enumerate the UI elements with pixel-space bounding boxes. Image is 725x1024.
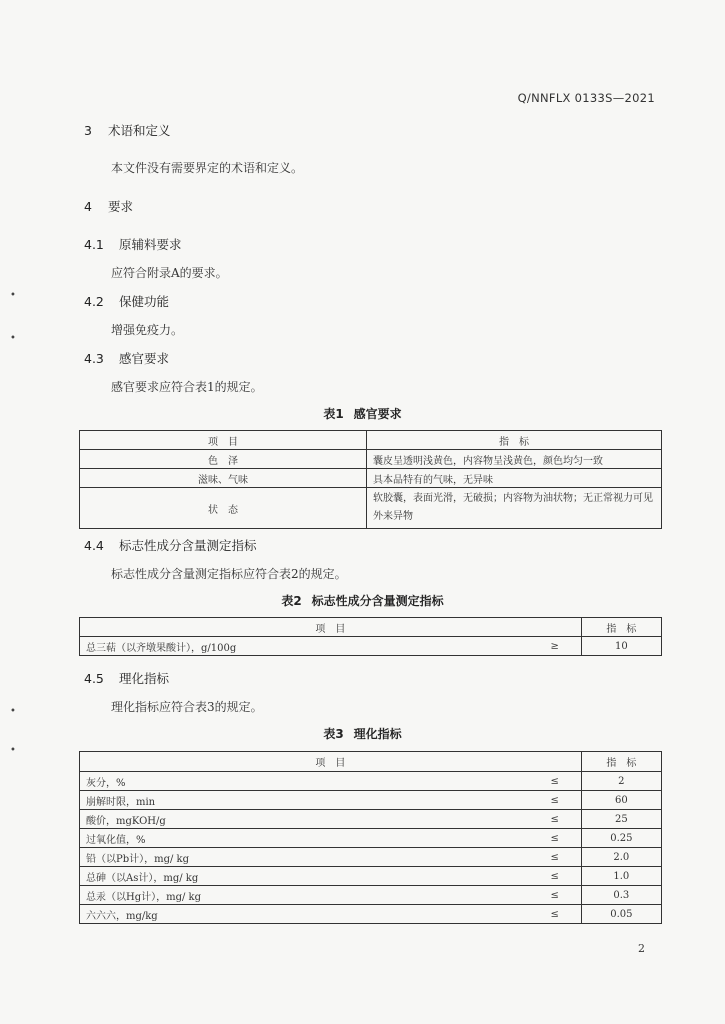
header-cell: 项 目 [80, 618, 582, 637]
table-3-caption [0, 725, 725, 742]
section-number: 3 [84, 123, 92, 138]
item-cell: 灰分，% [80, 772, 529, 791]
section-4-5-text: 理化指标应符合表3的规定。 [111, 700, 263, 714]
section-number: 4.4 [84, 538, 104, 553]
value-cell: 10 [581, 637, 661, 656]
caption-number: 表1 [323, 407, 344, 421]
table-row [80, 905, 662, 924]
table-2-marker-content [79, 617, 662, 656]
value-cell: 1.0 [581, 867, 661, 886]
table-3-physicochemical [79, 751, 662, 924]
value-cell: 2.0 [581, 848, 661, 867]
item-cell: 总三萜（以齐墩果酸计），g/100g [80, 637, 529, 656]
operator-cell: ≤ [529, 810, 582, 829]
section-4-1-heading [84, 235, 182, 253]
value-cell: 2 [581, 772, 661, 791]
header-cell: 指 标 [581, 752, 661, 772]
table-header-row [80, 618, 662, 637]
table-row [80, 469, 662, 488]
table-row [80, 772, 662, 791]
section-title: 标志性成分含量测定指标 [118, 538, 257, 553]
section-title: 理化指标 [118, 671, 169, 686]
operator-cell: ≤ [529, 905, 582, 924]
operator-cell: ≤ [529, 867, 582, 886]
header-cell: 指 标 [367, 431, 662, 450]
table-header-row [80, 431, 662, 450]
item-cell: 铅（以Pb计），mg/ kg [80, 848, 529, 867]
operator-cell: ≤ [529, 772, 582, 791]
caption-title: 理化指标 [353, 727, 402, 741]
item-cell: 滋味、气味 [80, 469, 367, 488]
table-row [80, 450, 662, 469]
section-4-5-heading [84, 669, 169, 687]
page-number: 2 [638, 942, 645, 955]
section-title: 感官要求 [118, 351, 169, 366]
section-number: 4.3 [84, 351, 104, 366]
operator-cell: ≤ [529, 829, 582, 848]
section-number: 4 [84, 199, 92, 214]
table-row [80, 488, 662, 529]
section-3-heading [84, 121, 171, 139]
item-cell: 状 态 [80, 488, 367, 529]
section-4-2-heading [84, 292, 169, 310]
section-title: 保健功能 [118, 294, 169, 309]
value-cell: 60 [581, 791, 661, 810]
table-2-caption [0, 592, 725, 609]
item-cell: 六六六，mg/kg [80, 905, 529, 924]
value-cell: 具本品特有的气味，无异味 [367, 469, 662, 488]
section-4-2-text: 增强免疫力。 [111, 323, 184, 337]
section-4-4-text: 标志性成分含量测定指标应符合表2的规定。 [111, 567, 347, 581]
section-4-3-text: 感官要求应符合表1的规定。 [111, 380, 263, 394]
table-row [80, 848, 662, 867]
item-cell: 总砷（以As计），mg/ kg [80, 867, 529, 886]
scan-mark: • [10, 745, 16, 756]
section-4-heading [84, 197, 133, 215]
section-title: 要求 [107, 199, 133, 214]
caption-number: 表3 [323, 727, 344, 741]
value-cell: 软胶囊，表面光滑，无破损；内容物为油状物；无正常视力可见外来异物 [367, 488, 662, 529]
header-cell: 指 标 [581, 618, 661, 637]
section-3-text: 本文件没有需要界定的术语和定义。 [111, 161, 304, 175]
scan-mark: • [10, 706, 16, 717]
table-row [80, 637, 662, 656]
scan-mark: • [10, 290, 16, 301]
table-1-caption [0, 405, 725, 422]
operator-cell: ≤ [529, 791, 582, 810]
section-number: 4.2 [84, 294, 104, 309]
section-number: 4.5 [84, 671, 104, 686]
caption-title: 标志性成分含量测定指标 [311, 594, 444, 608]
table-row [80, 791, 662, 810]
caption-title: 感官要求 [353, 407, 402, 421]
scan-mark: • [10, 333, 16, 344]
section-4-1-text: 应符合附录A的要求。 [111, 266, 228, 280]
section-title: 原辅料要求 [118, 237, 182, 252]
header-cell: 项 目 [80, 752, 582, 772]
value-cell: 0.25 [581, 829, 661, 848]
item-cell: 色 泽 [80, 450, 367, 469]
section-4-3-heading [84, 349, 169, 367]
standard-code: Q/NNFLX 0133S—2021 [517, 91, 655, 105]
operator-cell: ≥ [529, 637, 582, 656]
table-row [80, 810, 662, 829]
item-cell: 总汞（以Hg计），mg/ kg [80, 886, 529, 905]
table-1-sensory [79, 430, 662, 529]
item-cell: 酸价，mgKOH/g [80, 810, 529, 829]
header-cell: 项 目 [80, 431, 367, 450]
table-row [80, 886, 662, 905]
operator-cell: ≤ [529, 886, 582, 905]
value-cell: 0.3 [581, 886, 661, 905]
item-cell: 崩解时限，min [80, 791, 529, 810]
item-cell: 过氧化值，% [80, 829, 529, 848]
value-cell: 25 [581, 810, 661, 829]
table-row [80, 867, 662, 886]
value-cell: 0.05 [581, 905, 661, 924]
section-title: 术语和定义 [107, 123, 171, 138]
section-4-4-heading [84, 536, 257, 554]
table-row [80, 829, 662, 848]
section-number: 4.1 [84, 237, 104, 252]
caption-number: 表2 [281, 594, 302, 608]
table-header-row [80, 752, 662, 772]
operator-cell: ≤ [529, 848, 582, 867]
value-cell: 囊皮呈透明浅黄色，内容物呈浅黄色，颜色均匀一致 [367, 450, 662, 469]
